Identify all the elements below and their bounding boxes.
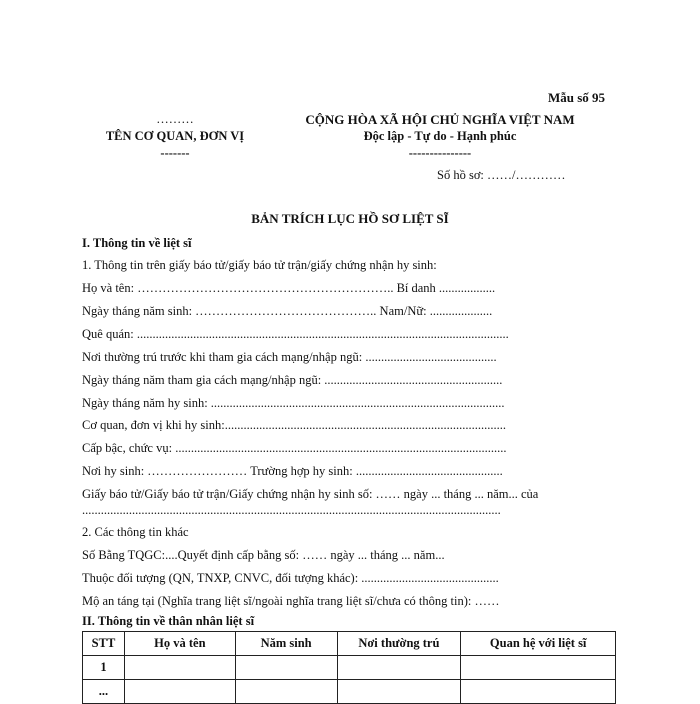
table-cell	[461, 656, 616, 680]
table-cell	[235, 656, 337, 680]
header-name: Họ và tên	[124, 632, 235, 656]
section1-subheading: 1. Thông tin trên giấy báo tử/giấy báo tử trận/giấy chứng nhận hy sinh:	[82, 258, 437, 272]
table-header-row	[83, 632, 616, 656]
header-stt: STT	[83, 632, 125, 656]
field-category: Thuộc đối tượng (QN, TNXP, CNVC, đối tượng khác): ............................................	[82, 571, 499, 585]
table-row	[83, 656, 616, 680]
field-rank: Cấp bậc, chức vụ: ..........................................................................................................	[82, 441, 507, 455]
agency-dashes: -------	[160, 146, 190, 160]
table-cell: ...	[83, 680, 125, 704]
header-residence: Nơi thường trú	[337, 632, 461, 656]
table-cell	[337, 656, 461, 680]
field-hometown: Quê quán: .......................................................................................................................	[82, 327, 509, 341]
republic-motto: Độc lập - Tự do - Hạnh phúc	[363, 129, 517, 143]
form-number: Mẫu số 95	[548, 90, 606, 105]
field-dotted-line: ......................................................................................................................................	[82, 503, 501, 517]
field-death-notice: Giấy báo tử/Giấy báo tử trận/Giấy chứng nhận hy sinh số: …… ngày ... tháng ... năm... của	[82, 487, 539, 501]
field-unit: Cơ quan, đơn vị khi hy sinh:..........................................................................................	[82, 418, 506, 432]
table-cell: 1	[83, 656, 125, 680]
field-burial: Mộ an táng tại (Nghĩa trang liệt sĩ/ngoài nghĩa trang liệt sĩ/chưa có thông tin): ……	[82, 594, 500, 608]
republic-title: CỘNG HÒA XÃ HỘI CHỦ NGHĨA VIỆT NAM	[305, 112, 575, 127]
republic-dashes: ---------------	[408, 146, 472, 160]
section1-heading: I. Thông tin về liệt sĩ	[82, 236, 192, 250]
document-title: BẢN TRÍCH LỤC HỒ SƠ LIỆT SĨ	[251, 211, 449, 226]
field-residence: Nơi thường trú trước khi tham gia cách mạng/nhập ngũ: ..........................................	[82, 350, 497, 364]
section1-other-heading: 2. Các thông tin khác	[82, 525, 189, 539]
record-number: Số hồ sơ: ……/…………	[437, 168, 566, 182]
agency-name: TÊN CƠ QUAN, ĐƠN VỊ	[105, 129, 245, 143]
agency-dots: ………	[156, 112, 194, 126]
field-certificate: Số Bằng TQGC:....Quyết định cấp bằng số: …… ngày ... tháng ... năm...	[82, 548, 445, 562]
field-birth-date: Ngày tháng năm sinh: …………………………………….. Nam/Nữ: ....................	[82, 304, 493, 318]
table-cell	[124, 656, 235, 680]
section2-heading: II. Thông tin về thân nhân liệt sĩ	[82, 614, 255, 628]
field-enlistment-date: Ngày tháng năm tham gia cách mạng/nhập ngũ: .........................................................	[82, 373, 503, 387]
header-relationship: Quan hệ với liệt sĩ	[461, 632, 616, 656]
header-birth-year: Năm sinh	[235, 632, 337, 656]
relatives-table	[82, 631, 616, 704]
field-death-date: Ngày tháng năm hy sinh: ..............................................................................................	[82, 396, 505, 410]
field-death-place: Nơi hy sinh: …………………… Trường hợp hy sinh: ...............................................	[82, 464, 503, 478]
field-full-name: Họ và tên: …………………………………………………….. Bí danh ..................	[82, 281, 496, 295]
